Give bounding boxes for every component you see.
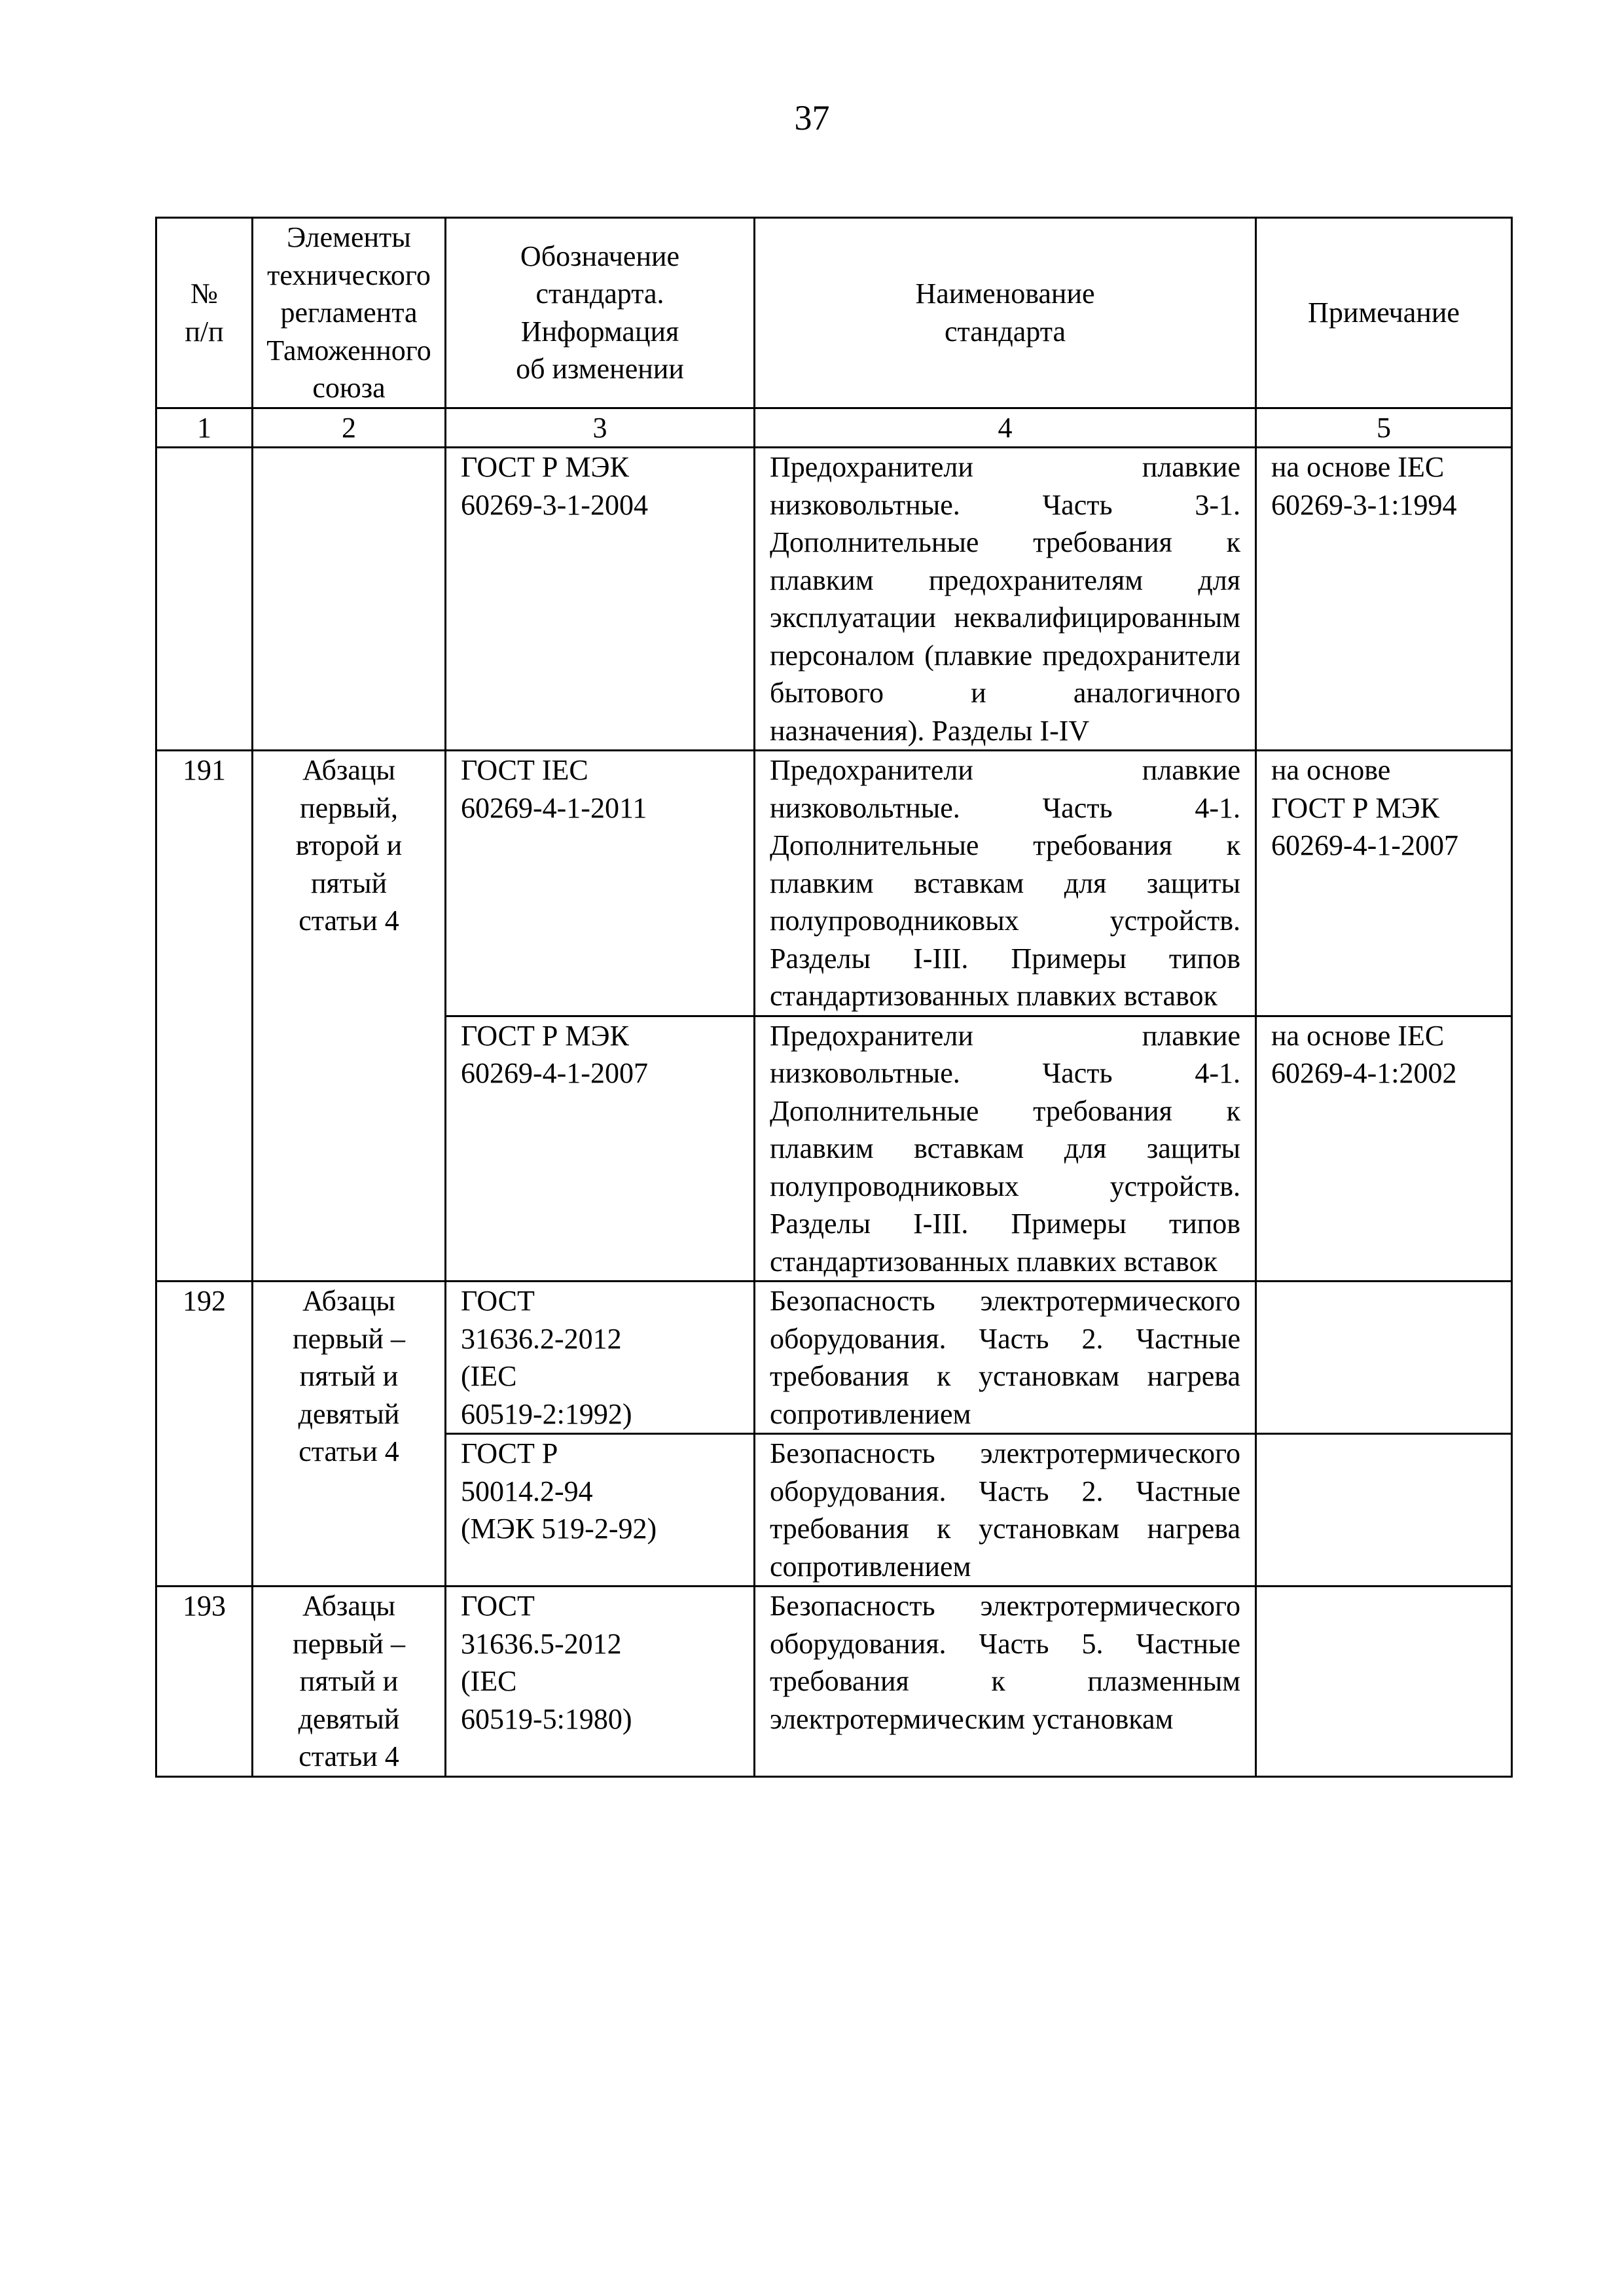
header-name-line: стандарта (944, 315, 1066, 348)
table-header-row (156, 218, 1512, 408)
row-note (1256, 1434, 1512, 1587)
header-designation (446, 218, 755, 408)
header-designation-line: Обозначение (520, 240, 680, 272)
designation-line: 50014.2-94 (461, 1475, 593, 1507)
header-elements-line: технического (267, 259, 431, 291)
table-row (156, 751, 1512, 1016)
designation-line: 31636.2-2012 (461, 1322, 622, 1355)
row-standard-name: Предохранители плавкие низковольтные. Часть 4-1. Дополнительные требования к плавким вставкам для защиты полупроводниковых устройств. Разделы I-III. Примеры типов стандартизованных плавких вставок (755, 1016, 1256, 1282)
designation-line: 60269-3-1-2004 (461, 488, 648, 521)
elements-line: Абзацы (302, 1590, 395, 1622)
standards-table (155, 217, 1513, 1778)
designation-line: ГОСТ IEC (461, 754, 588, 786)
note-line: на основе (1271, 754, 1391, 786)
row-standard-name: Предохранители плавкие низковольтные. Часть 4-1. Дополнительные требования к плавким вставкам для защиты полупроводниковых устройств. Разделы I-III. Примеры типов стандартизованных плавких вставок (755, 751, 1256, 1016)
elements-line: пятый и (299, 1360, 399, 1392)
elements-line: Абзацы (302, 754, 395, 786)
note-line: на основе IEC (1271, 451, 1445, 483)
designation-line: ГОСТ Р МЭК (461, 1019, 629, 1052)
row-designation (446, 1282, 755, 1434)
row-standard-name: Безопасность электротермического оборудования. Часть 5. Частные требования к плазменным электротермическим установкам (755, 1587, 1256, 1777)
column-numbers-row (156, 408, 1512, 448)
column-number: 1 (156, 408, 253, 448)
header-name (755, 218, 1256, 408)
designation-line: 31636.5-2012 (461, 1627, 622, 1660)
header-num-line: п/п (185, 315, 224, 348)
row-designation (446, 1587, 755, 1777)
header-elements (253, 218, 446, 408)
row-num: 191 (156, 751, 253, 1282)
row-designation (446, 448, 755, 751)
designation-line: ГОСТ (461, 1590, 535, 1622)
elements-line: статьи 4 (298, 1740, 399, 1772)
header-designation-line: Информация (520, 315, 679, 348)
row-standard-name: Безопасность электротермического оборудования. Часть 2. Частные требования к установкам нагрева сопротивлением (755, 1434, 1256, 1587)
header-num (156, 218, 253, 408)
table-row (156, 1282, 1512, 1434)
header-name-line: Наименование (915, 278, 1095, 310)
designation-line: ГОСТ (461, 1285, 535, 1317)
note-line: 60269-3-1:1994 (1271, 488, 1457, 521)
elements-line: первый, (300, 791, 398, 824)
column-number: 5 (1256, 408, 1512, 448)
designation-line: 60269-4-1-2007 (461, 1057, 648, 1089)
elements-line: первый – (293, 1627, 405, 1660)
row-note (1256, 1587, 1512, 1777)
designation-line: (МЭК 519-2-92) (461, 1513, 657, 1545)
row-designation (446, 1016, 755, 1282)
row-num (156, 448, 253, 751)
row-standard-name: Предохранители плавкие низковольтные. Часть 3-1. Дополнительные требования к плавким предохранителям для эксплуатации неквалифицированным персоналом (плавкие предохранители бытового и аналогичного назначения). Разделы I-IV (755, 448, 1256, 751)
column-number: 2 (253, 408, 446, 448)
designation-line: ГОСТ Р (461, 1437, 558, 1469)
note-line: 60269-4-1:2002 (1271, 1057, 1457, 1089)
row-note (1256, 751, 1512, 1016)
designation-line: (IEC (461, 1360, 517, 1392)
row-elements (253, 1282, 446, 1587)
designation-line: 60519-2:1992) (461, 1397, 632, 1430)
elements-line: пятый и (299, 1665, 399, 1697)
designation-line: 60269-4-1-2011 (461, 791, 647, 824)
note-line: на основе IEC (1271, 1019, 1445, 1052)
elements-line: Абзацы (302, 1285, 395, 1317)
row-designation (446, 751, 755, 1016)
header-designation-line: стандарта. (535, 278, 664, 310)
elements-line: статьи 4 (298, 905, 399, 937)
table-row (156, 448, 1512, 751)
note-line: ГОСТ Р МЭК (1271, 791, 1439, 824)
header-elements-line: союза (312, 372, 386, 404)
header-elements-line: регламента (280, 296, 418, 329)
header-elements-line: Таможенного (266, 334, 431, 367)
header-num-line: № (190, 278, 218, 310)
row-note (1256, 1016, 1512, 1282)
row-elements (253, 751, 446, 1282)
elements-line: первый – (293, 1322, 405, 1355)
designation-line: (IEC (461, 1665, 517, 1697)
header-elements-line: Элементы (287, 221, 411, 253)
row-note (1256, 448, 1512, 751)
row-designation (446, 1434, 755, 1587)
row-elements (253, 1587, 446, 1777)
row-num: 192 (156, 1282, 253, 1587)
header-note: Примечание (1256, 218, 1512, 408)
column-number: 4 (755, 408, 1256, 448)
row-elements (253, 448, 446, 751)
table-row (156, 1587, 1512, 1777)
column-number: 3 (446, 408, 755, 448)
designation-line: ГОСТ Р МЭК (461, 451, 629, 483)
row-standard-name: Безопасность электротермического оборудования. Часть 2. Частные требования к установкам нагрева сопротивлением (755, 1282, 1256, 1434)
elements-line: второй и (295, 829, 403, 861)
elements-line: статьи 4 (298, 1435, 399, 1467)
page-number: 37 (794, 98, 830, 137)
header-designation-line: об изменении (516, 353, 684, 386)
elements-line: девятый (298, 1702, 400, 1735)
row-note (1256, 1282, 1512, 1434)
row-num: 193 (156, 1587, 253, 1777)
elements-line: девятый (298, 1397, 400, 1430)
elements-line: пятый (310, 867, 388, 899)
note-line: 60269-4-1-2007 (1271, 829, 1458, 861)
designation-line: 60519-5:1980) (461, 1702, 632, 1735)
